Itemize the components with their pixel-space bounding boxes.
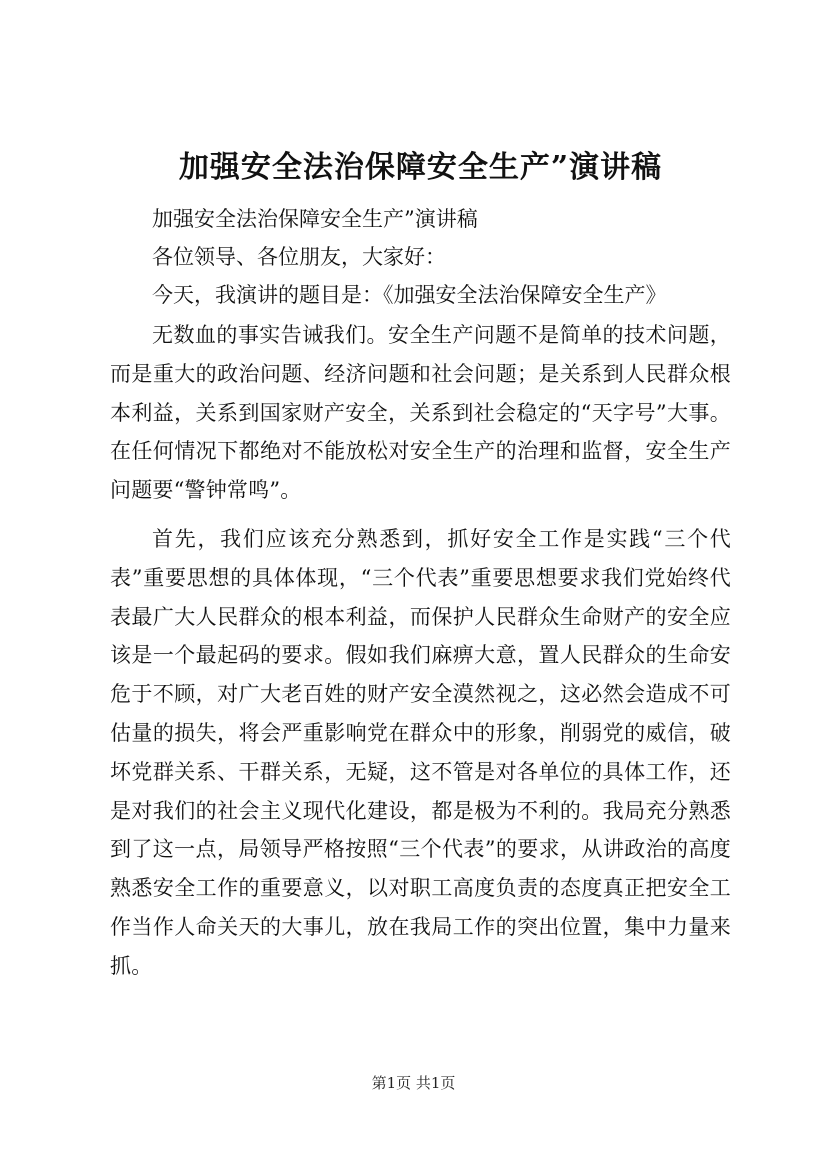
body-paragraph-1: 无数血的事实告诫我们。安全生产问题不是简单的技术问题，而是重大的政治问题、经济问题和社会问题；是关系到人民群众根本利益，关系到国家财产安全，关系到社会稳定的“天字号”大事。在任何情况下都绝对不能放松对安全生产的治理和监督，安全生产问题要“警钟常鸣”。 (110, 323, 731, 503)
greeting-line: 各位领导、各位朋友，大家好： (152, 245, 446, 269)
topic-line: 今天，我演讲的题目是：《加强安全法治保障安全生产》 (152, 283, 667, 307)
intro-block (110, 200, 731, 314)
page-footer (0, 1072, 827, 1093)
document-title: 加强安全法治保障安全生产”演讲稿 (178, 150, 663, 185)
body-paragraph-2: 首先，我们应该充分熟悉到，抓好安全工作是实践“三个代表”重要思想的具体体现，“三个代表”重要思想要求我们党始终代表最广大人民群众的根本利益，而保护人民群众生命财产的安全应该是一个最起码的要求。假如我们麻痹大意，置人民群众的生命安危于不顾，对广大老百姓的财产安全漠然视之，这必然会造成不可估量的损失，将会严重影响党在群众中的形象，削弱党的威信，破坏党群关系、干群关系，无疑，这不管是对各单位的具体工作，还是对我们的社会主义现代化建设，都是极为不利的。我局充分熟悉到了这一点，局领导严格按照“三个代表”的要求，从讲政治的高度熟悉安全工作的重要意义，以对职工高度负责的态度真正把安全工作当作人命关天的大事儿，放在我局工作的突出位置，集中力量来抓。 (110, 526, 731, 978)
subtitle-line: 加强安全法治保障安全生产”演讲稿 (152, 207, 478, 231)
page-indicator: 第1页 共1页 (371, 1074, 456, 1092)
